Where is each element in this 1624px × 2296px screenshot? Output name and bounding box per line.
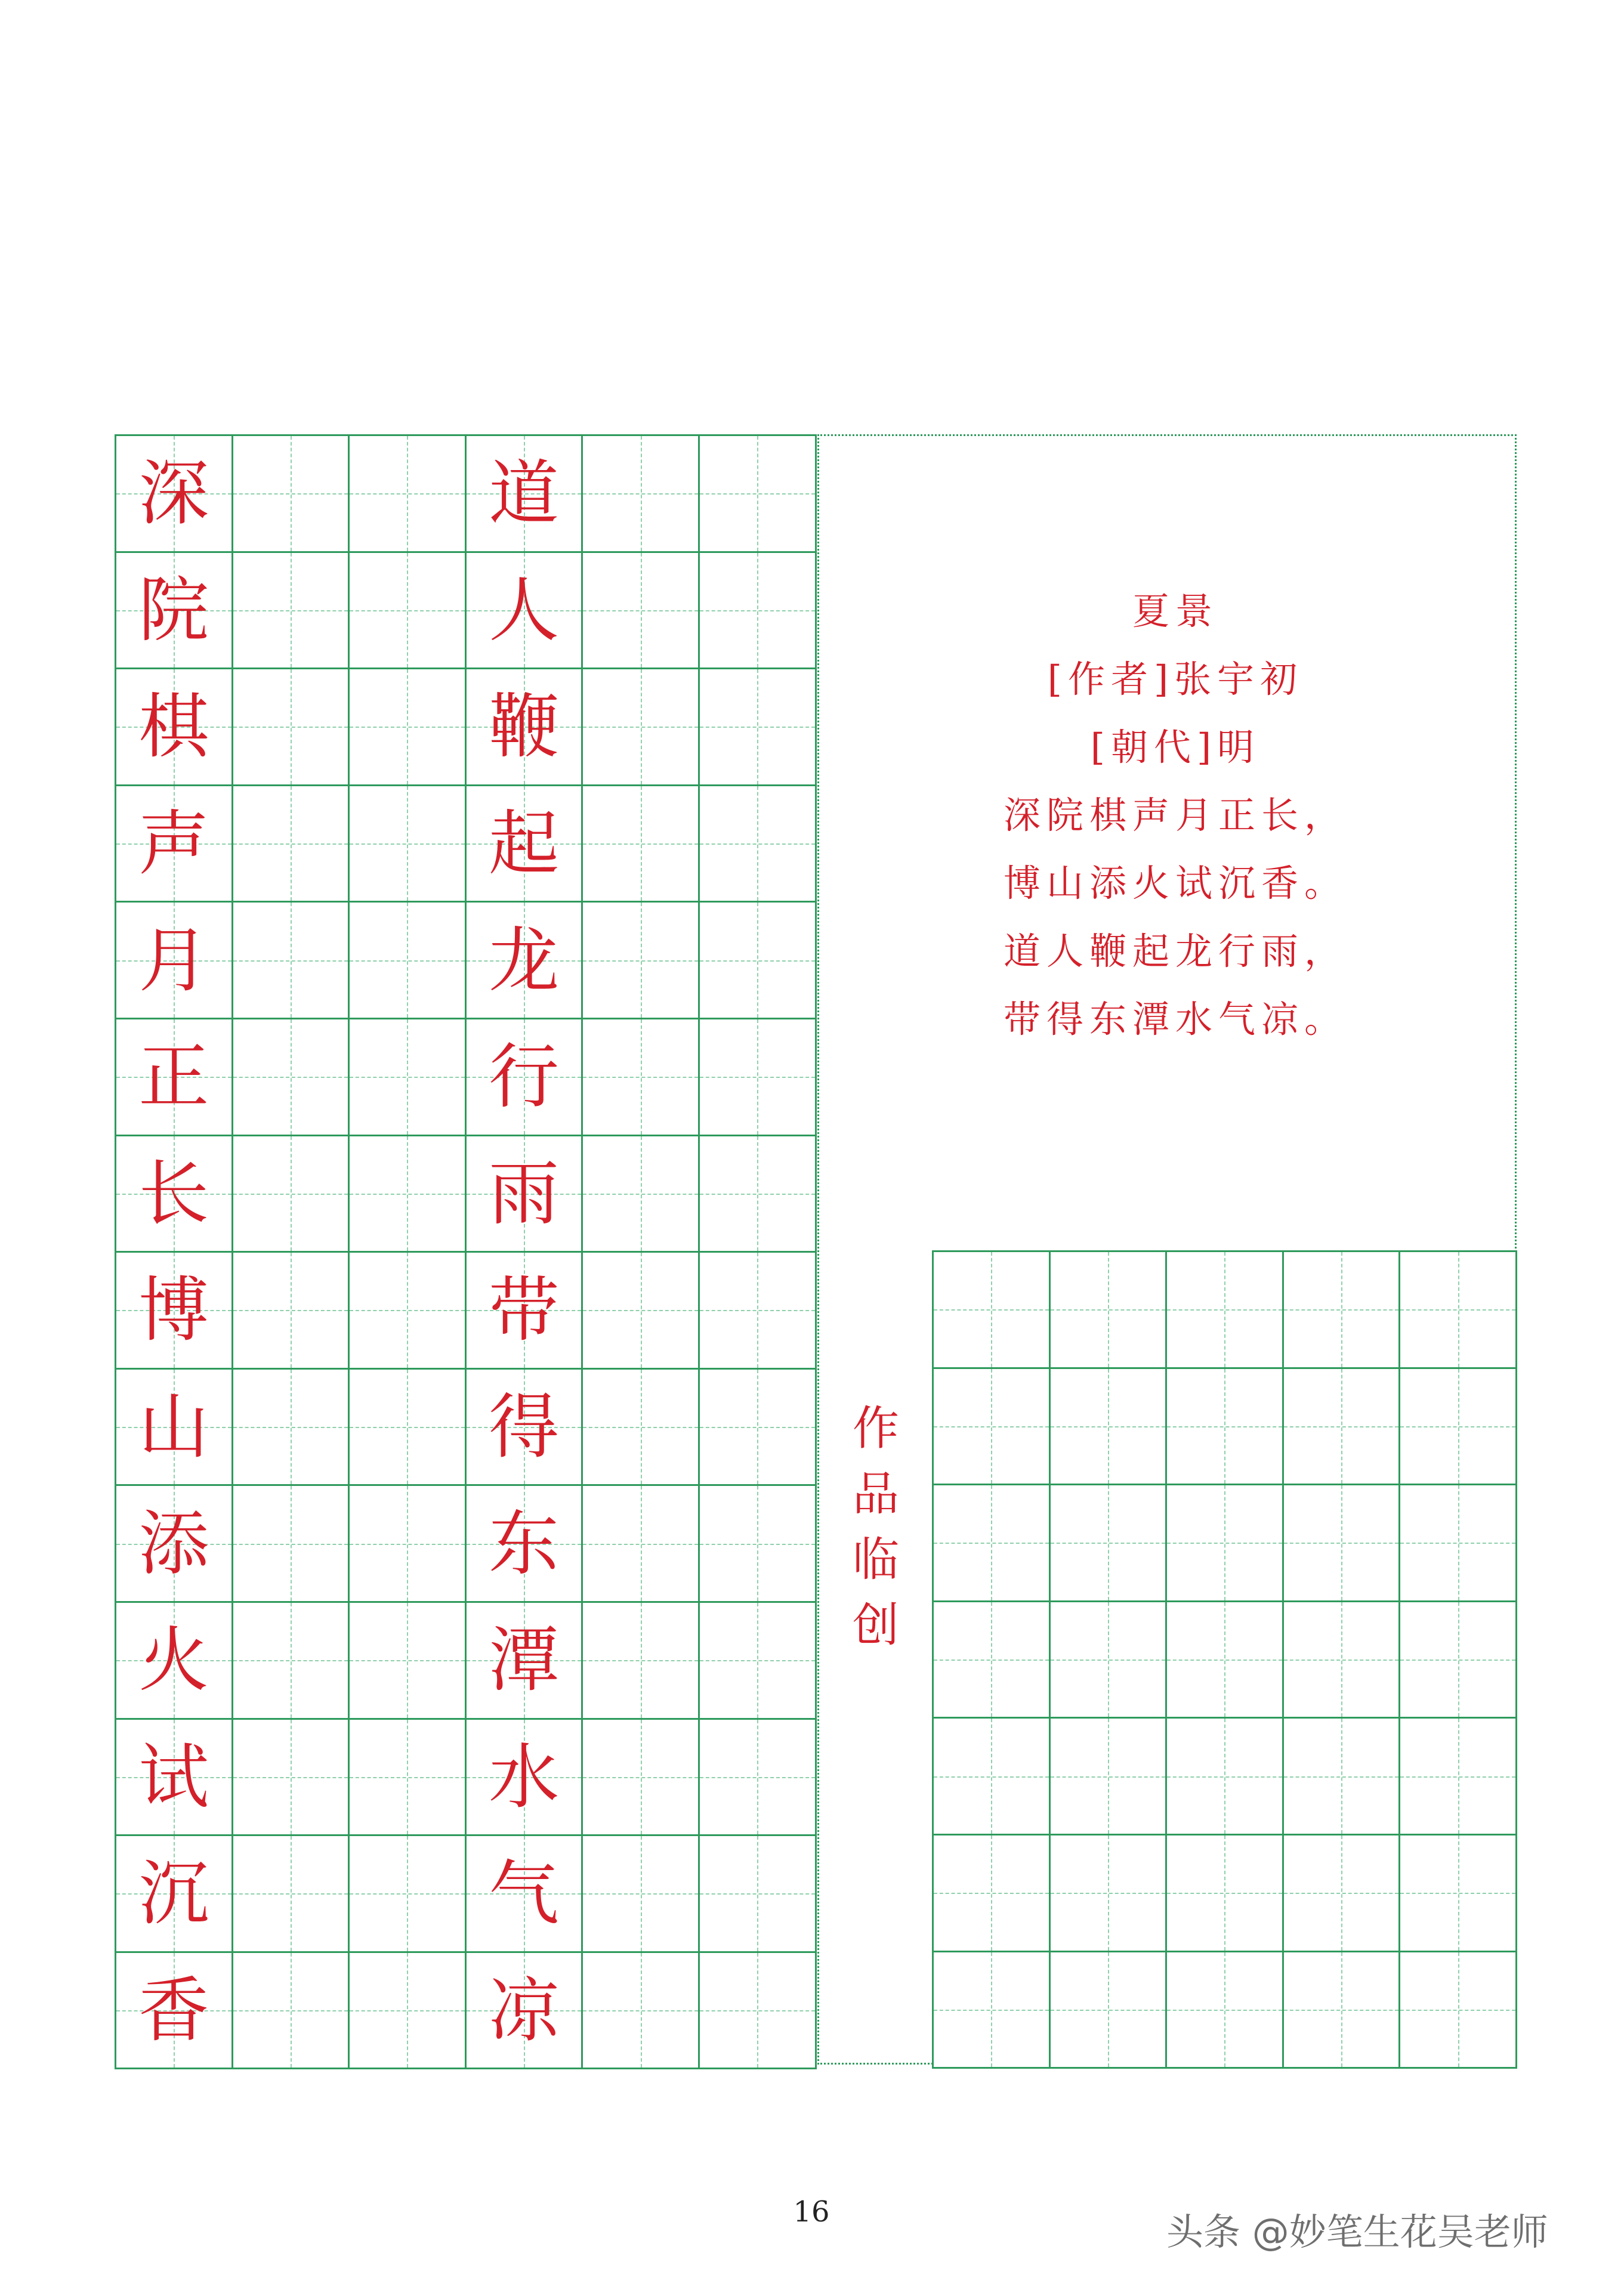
grid-guide-line bbox=[641, 1019, 642, 1135]
grid-guide-line bbox=[1458, 1485, 1459, 1600]
model-character: 院 bbox=[138, 568, 209, 651]
poem-line: 博山添火试沉香。 bbox=[1003, 861, 1347, 905]
grid-guide-line bbox=[291, 553, 292, 668]
grid-cell bbox=[1282, 1600, 1401, 1719]
grid-cell bbox=[1049, 1951, 1168, 2069]
grid-guide-line bbox=[291, 1953, 292, 2068]
model-character: 龙 bbox=[489, 919, 560, 1002]
grid-cell bbox=[231, 1018, 350, 1136]
grid-cell bbox=[1282, 1951, 1401, 2069]
grid-cell bbox=[465, 1484, 583, 1603]
grid-guide-line bbox=[641, 1370, 642, 1485]
grid-cell bbox=[1282, 1250, 1401, 1369]
grid-guide-line bbox=[991, 1602, 992, 1717]
grid-guide-line bbox=[757, 553, 758, 668]
grid-cell bbox=[465, 434, 583, 553]
grid-guide-line bbox=[291, 436, 292, 551]
grid-guide-line bbox=[1108, 1252, 1109, 1367]
grid-guide-line bbox=[1224, 1369, 1225, 1484]
grid-cell bbox=[115, 1951, 233, 2070]
grid-cell bbox=[932, 1484, 1051, 1602]
grid-cell bbox=[465, 901, 583, 1019]
model-character: 凉 bbox=[489, 1969, 560, 2052]
grid-cell bbox=[115, 784, 233, 903]
grid-cell bbox=[465, 1251, 583, 1370]
grid-cell bbox=[1049, 1834, 1168, 1952]
grid-cell bbox=[115, 551, 233, 670]
grid-guide-line bbox=[757, 1019, 758, 1135]
grid-guide-line bbox=[641, 903, 642, 1018]
poem-dynasty: [朝代]明 bbox=[1090, 725, 1261, 769]
grid-cell bbox=[1049, 1367, 1168, 1486]
grid-cell bbox=[581, 1135, 700, 1253]
grid-guide-line bbox=[641, 1486, 642, 1601]
grid-cell bbox=[1049, 1600, 1168, 1719]
poem-author: [作者]张宇初 bbox=[1047, 657, 1304, 701]
grid-cell bbox=[465, 784, 583, 903]
grid-guide-line bbox=[1224, 1485, 1225, 1600]
grid-guide-line bbox=[641, 1720, 642, 1835]
grid-cell bbox=[698, 1601, 817, 1720]
grid-cell bbox=[231, 1135, 350, 1253]
model-character: 人 bbox=[489, 568, 560, 651]
grid-cell bbox=[115, 1135, 233, 1253]
grid-guide-line bbox=[1458, 1952, 1459, 2068]
grid-guide-line bbox=[1108, 1369, 1109, 1484]
grid-cell bbox=[348, 551, 467, 670]
grid-cell bbox=[231, 551, 350, 670]
practice-label-char: 临 bbox=[852, 1533, 899, 1587]
grid-cell bbox=[115, 1601, 233, 1720]
grid-guide-line bbox=[991, 1485, 992, 1600]
poem-line: 深院棋声月正长， bbox=[1003, 793, 1347, 837]
grid-guide-line bbox=[1224, 1952, 1225, 2068]
grid-guide-line bbox=[641, 553, 642, 668]
grid-cell bbox=[1398, 1951, 1517, 2069]
grid-guide-line bbox=[1458, 1835, 1459, 1951]
grid-cell bbox=[1165, 1484, 1284, 1602]
grid-guide-line bbox=[407, 1370, 408, 1485]
grid-cell bbox=[581, 901, 700, 1019]
grid-cell bbox=[115, 1718, 233, 1837]
grid-guide-line bbox=[757, 1720, 758, 1835]
grid-guide-line bbox=[757, 1603, 758, 1718]
model-character: 行 bbox=[489, 1036, 560, 1118]
grid-cell bbox=[231, 434, 350, 553]
grid-cell bbox=[1282, 1717, 1401, 1835]
model-character: 沉 bbox=[138, 1852, 209, 1935]
poem-title: 夏景 bbox=[1132, 589, 1218, 633]
grid-cell bbox=[1165, 1834, 1284, 1952]
grid-guide-line bbox=[407, 786, 408, 901]
grid-cell bbox=[348, 1601, 467, 1720]
grid-cell bbox=[698, 1484, 817, 1603]
grid-cell bbox=[932, 1834, 1051, 1952]
grid-cell bbox=[698, 434, 817, 553]
grid-cell bbox=[465, 551, 583, 670]
grid-guide-line bbox=[291, 1720, 292, 1835]
grid-cell bbox=[1398, 1250, 1517, 1369]
grid-guide-line bbox=[291, 1603, 292, 1718]
model-character: 博 bbox=[138, 1269, 209, 1352]
grid-guide-line bbox=[1341, 1602, 1342, 1717]
grid-cell bbox=[581, 1718, 700, 1837]
grid-cell bbox=[231, 901, 350, 1019]
poem-text bbox=[990, 577, 1360, 1053]
grid-guide-line bbox=[407, 669, 408, 784]
grid-cell bbox=[1282, 1484, 1401, 1602]
model-character: 香 bbox=[138, 1969, 209, 2052]
grid-guide-line bbox=[641, 1953, 642, 2068]
grid-cell bbox=[1282, 1834, 1401, 1952]
grid-guide-line bbox=[407, 1603, 408, 1718]
grid-guide-line bbox=[1224, 1719, 1225, 1834]
grid-cell bbox=[1282, 1367, 1401, 1486]
grid-guide-line bbox=[757, 436, 758, 551]
grid-cell bbox=[581, 1951, 700, 2070]
model-character: 东 bbox=[489, 1502, 560, 1585]
grid-cell bbox=[348, 1834, 467, 1953]
grid-cell bbox=[115, 1484, 233, 1603]
grid-guide-line bbox=[407, 1486, 408, 1601]
grid-guide-line bbox=[641, 436, 642, 551]
grid-guide-line bbox=[1108, 1602, 1109, 1717]
grid-cell bbox=[231, 1718, 350, 1837]
grid-cell bbox=[348, 1484, 467, 1603]
grid-cell bbox=[1398, 1367, 1517, 1486]
model-character: 雨 bbox=[489, 1152, 560, 1235]
grid-cell bbox=[698, 1834, 817, 1953]
grid-guide-line bbox=[1458, 1252, 1459, 1367]
grid-cell bbox=[465, 1601, 583, 1720]
grid-guide-line bbox=[291, 786, 292, 901]
grid-cell bbox=[1165, 1717, 1284, 1835]
grid-guide-line bbox=[407, 553, 408, 668]
grid-guide-line bbox=[1108, 1952, 1109, 2068]
grid-guide-line bbox=[407, 1019, 408, 1135]
grid-guide-line bbox=[641, 669, 642, 784]
grid-cell bbox=[465, 1718, 583, 1837]
model-character: 深 bbox=[138, 452, 209, 535]
model-character: 长 bbox=[138, 1152, 209, 1235]
grid-guide-line bbox=[1341, 1952, 1342, 2068]
grid-guide-line bbox=[757, 669, 758, 784]
grid-guide-line bbox=[641, 786, 642, 901]
grid-cell bbox=[231, 1484, 350, 1603]
grid-cell bbox=[1049, 1717, 1168, 1835]
grid-cell bbox=[1398, 1834, 1517, 1952]
grid-cell bbox=[581, 1018, 700, 1136]
grid-cell bbox=[115, 901, 233, 1019]
model-character: 潭 bbox=[489, 1619, 560, 1702]
grid-cell bbox=[932, 1951, 1051, 2069]
grid-cell bbox=[581, 551, 700, 670]
grid-cell bbox=[231, 784, 350, 903]
grid-cell bbox=[581, 1601, 700, 1720]
grid-cell bbox=[465, 1834, 583, 1953]
grid-cell bbox=[115, 1018, 233, 1136]
grid-guide-line bbox=[407, 436, 408, 551]
grid-guide-line bbox=[407, 1136, 408, 1251]
grid-guide-line bbox=[1224, 1835, 1225, 1951]
model-character: 道 bbox=[489, 452, 560, 535]
practice-label-char: 创 bbox=[852, 1599, 899, 1652]
grid-cell bbox=[1165, 1600, 1284, 1719]
grid-cell bbox=[932, 1367, 1051, 1486]
grid-guide-line bbox=[291, 903, 292, 1018]
page-number: 16 bbox=[793, 2195, 830, 2229]
practice-grid bbox=[932, 1250, 1515, 2067]
grid-cell bbox=[231, 1834, 350, 1953]
model-copy-grid bbox=[115, 434, 815, 2068]
grid-cell bbox=[348, 434, 467, 553]
model-character: 带 bbox=[489, 1269, 560, 1352]
grid-guide-line bbox=[757, 903, 758, 1018]
model-character: 山 bbox=[138, 1386, 209, 1469]
grid-cell bbox=[231, 1951, 350, 2070]
grid-guide-line bbox=[1341, 1252, 1342, 1367]
grid-guide-line bbox=[291, 669, 292, 784]
grid-cell bbox=[231, 1251, 350, 1370]
watermark: 头条 @妙笔生花吴老师 bbox=[1166, 2210, 1548, 2254]
model-character: 棋 bbox=[138, 685, 209, 768]
model-character: 起 bbox=[489, 802, 560, 885]
grid-cell bbox=[465, 1135, 583, 1253]
grid-cell bbox=[1165, 1250, 1284, 1369]
grid-cell bbox=[231, 1601, 350, 1720]
grid-guide-line bbox=[407, 903, 408, 1018]
grid-guide-line bbox=[291, 1136, 292, 1251]
grid-cell bbox=[348, 1951, 467, 2070]
grid-cell bbox=[698, 1018, 817, 1136]
grid-cell bbox=[465, 1368, 583, 1487]
grid-guide-line bbox=[757, 1836, 758, 1951]
model-character: 月 bbox=[138, 919, 209, 1002]
grid-guide-line bbox=[291, 1836, 292, 1951]
grid-cell bbox=[932, 1717, 1051, 1835]
grid-cell bbox=[465, 1951, 583, 2070]
grid-guide-line bbox=[641, 1136, 642, 1251]
model-character: 水 bbox=[489, 1735, 560, 1818]
grid-guide-line bbox=[1108, 1835, 1109, 1951]
model-character: 气 bbox=[489, 1852, 560, 1935]
grid-cell bbox=[1049, 1250, 1168, 1369]
grid-cell bbox=[348, 1718, 467, 1837]
grid-guide-line bbox=[407, 1720, 408, 1835]
grid-cell bbox=[698, 1135, 817, 1253]
grid-cell bbox=[1398, 1600, 1517, 1719]
grid-cell bbox=[231, 1368, 350, 1487]
grid-guide-line bbox=[291, 1253, 292, 1368]
grid-cell bbox=[698, 1368, 817, 1487]
grid-guide-line bbox=[1458, 1602, 1459, 1717]
grid-guide-line bbox=[641, 1253, 642, 1368]
grid-cell bbox=[1398, 1484, 1517, 1602]
grid-guide-line bbox=[407, 1253, 408, 1368]
grid-cell bbox=[1165, 1951, 1284, 2069]
poem-line: 带得东潭水气凉。 bbox=[1003, 997, 1347, 1041]
grid-guide-line bbox=[1458, 1369, 1459, 1484]
grid-cell bbox=[1165, 1367, 1284, 1486]
grid-cell bbox=[581, 668, 700, 786]
grid-cell bbox=[348, 1018, 467, 1136]
grid-guide-line bbox=[1224, 1252, 1225, 1367]
grid-guide-line bbox=[407, 1953, 408, 2068]
grid-cell bbox=[932, 1600, 1051, 1719]
model-character: 得 bbox=[489, 1386, 560, 1469]
grid-cell bbox=[581, 1251, 700, 1370]
grid-cell bbox=[698, 551, 817, 670]
grid-cell bbox=[698, 1251, 817, 1370]
grid-guide-line bbox=[991, 1835, 992, 1951]
practice-label-char: 作 bbox=[852, 1402, 899, 1456]
grid-guide-line bbox=[1341, 1719, 1342, 1834]
grid-cell bbox=[348, 1251, 467, 1370]
grid-guide-line bbox=[991, 1952, 992, 2068]
grid-cell bbox=[348, 784, 467, 903]
model-character: 正 bbox=[138, 1036, 209, 1118]
grid-cell bbox=[1049, 1484, 1168, 1602]
grid-cell bbox=[115, 1251, 233, 1370]
grid-cell bbox=[581, 1484, 700, 1603]
grid-guide-line bbox=[1458, 1719, 1459, 1834]
grid-cell bbox=[698, 1718, 817, 1837]
grid-cell bbox=[581, 1368, 700, 1487]
grid-guide-line bbox=[1108, 1485, 1109, 1600]
model-character: 火 bbox=[138, 1619, 209, 1702]
practice-label-char: 品 bbox=[852, 1467, 899, 1521]
model-character: 声 bbox=[138, 802, 209, 885]
grid-guide-line bbox=[1341, 1485, 1342, 1600]
grid-guide-line bbox=[757, 1370, 758, 1485]
grid-cell bbox=[932, 1250, 1051, 1369]
grid-cell bbox=[348, 1135, 467, 1253]
grid-guide-line bbox=[757, 1486, 758, 1601]
grid-cell bbox=[115, 668, 233, 786]
grid-guide-line bbox=[991, 1719, 992, 1834]
grid-guide-line bbox=[991, 1369, 992, 1484]
grid-guide-line bbox=[641, 1603, 642, 1718]
grid-cell bbox=[581, 784, 700, 903]
grid-cell bbox=[231, 668, 350, 786]
grid-cell bbox=[348, 901, 467, 1019]
grid-guide-line bbox=[991, 1252, 992, 1367]
grid-cell bbox=[698, 1951, 817, 2070]
grid-cell bbox=[698, 784, 817, 903]
model-character: 添 bbox=[138, 1502, 209, 1585]
grid-cell bbox=[115, 434, 233, 553]
grid-guide-line bbox=[291, 1370, 292, 1485]
grid-cell bbox=[348, 1368, 467, 1487]
grid-guide-line bbox=[757, 1953, 758, 2068]
grid-guide-line bbox=[757, 1136, 758, 1251]
grid-cell bbox=[698, 668, 817, 786]
grid-guide-line bbox=[1341, 1835, 1342, 1951]
grid-cell bbox=[1398, 1717, 1517, 1835]
grid-guide-line bbox=[641, 1836, 642, 1951]
practice-creation-label bbox=[846, 1396, 906, 1658]
model-character: 鞭 bbox=[489, 685, 560, 768]
grid-cell bbox=[115, 1368, 233, 1487]
grid-cell bbox=[465, 668, 583, 786]
grid-guide-line bbox=[291, 1486, 292, 1601]
grid-cell bbox=[348, 668, 467, 786]
model-character: 试 bbox=[138, 1735, 209, 1818]
grid-guide-line bbox=[407, 1836, 408, 1951]
grid-cell bbox=[465, 1018, 583, 1136]
poem-line: 道人鞭起龙行雨， bbox=[1003, 929, 1347, 973]
grid-guide-line bbox=[291, 1019, 292, 1135]
grid-cell bbox=[698, 901, 817, 1019]
grid-cell bbox=[581, 1834, 700, 1953]
grid-guide-line bbox=[1341, 1369, 1342, 1484]
grid-cell bbox=[115, 1834, 233, 1953]
grid-guide-line bbox=[1108, 1719, 1109, 1834]
grid-cell bbox=[581, 434, 700, 553]
grid-guide-line bbox=[1224, 1602, 1225, 1717]
grid-guide-line bbox=[757, 1253, 758, 1368]
grid-guide-line bbox=[757, 786, 758, 901]
